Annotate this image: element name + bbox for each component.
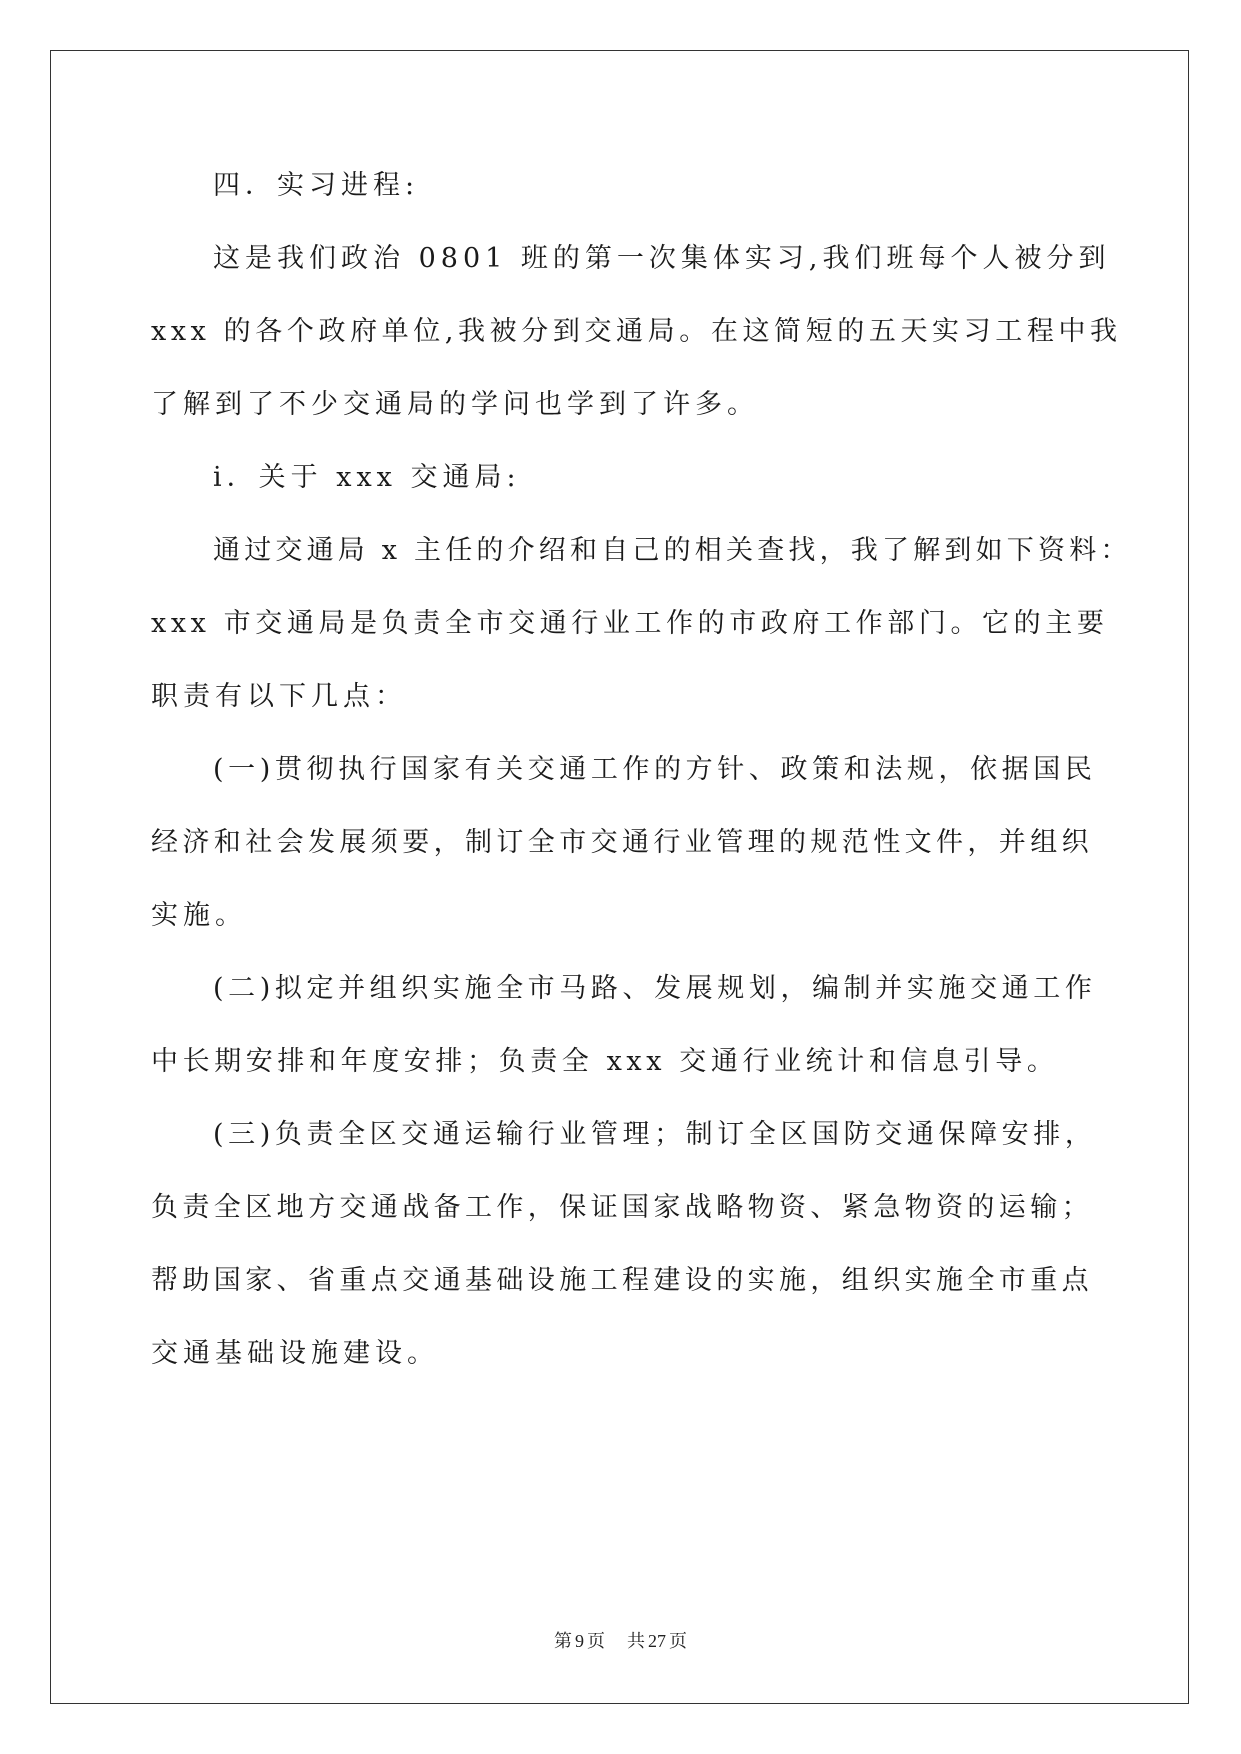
paragraph-line: 交通基础设施建设。 [151, 1338, 439, 1369]
total-label-suffix: 页 [669, 1631, 687, 1651]
page-number: 9 [575, 1631, 584, 1651]
paragraph-line: (一)贯彻执行国家有关交通工作的方针、政策和法规，依据国民 [213, 754, 1097, 785]
paragraph-line: 负责全区地方交通战备工作，保证国家战略物资、紧急物资的运输； [151, 1192, 1093, 1223]
paragraph-line: xxx 市交通局是负责全市交通行业工作的市政府工作部门。它的主要 [151, 608, 1109, 639]
paragraph-line: 中长期安排和年度安排；负责全 xxx 交通行业统计和信息引导。 [151, 1046, 1059, 1077]
paragraph-line: 实施。 [151, 900, 247, 931]
paragraph-line: xxx 的各个政府单位,我被分到交通局。在这简短的五天实习工程中我 [151, 316, 1122, 347]
subsection-heading: ⅰ．关于 xxx 交通局: [213, 462, 521, 493]
page-border [50, 50, 1189, 1704]
paragraph-line: 这是我们政治 0801 班的第一次集体实习,我们班每个人被分到 [213, 243, 1111, 274]
paragraph-line: 经济和社会发展须要，制订全市交通行业管理的规范性文件，并组织 [151, 827, 1093, 858]
paragraph-line: 帮助国家、省重点交通基础设施工程建设的实施，组织实施全市重点 [151, 1265, 1093, 1296]
paragraph-line: 通过交通局 x 主任的介绍和自己的相关查找，我了解到如下资料： [213, 535, 1132, 566]
paragraph-line: (二)拟定并组织实施全市马路、发展规划，编制并实施交通工作 [213, 973, 1097, 1004]
page-label-prefix: 第 [554, 1631, 572, 1651]
page-label-suffix: 页 [587, 1631, 605, 1651]
paragraph-line: (三)负责全区交通运输行业管理；制订全区国防交通保障安排， [213, 1119, 1097, 1150]
paragraph-line: 了解到了不少交通局的学问也学到了许多。 [151, 389, 759, 420]
paragraph-line: 职责有以下几点： [151, 681, 407, 712]
section-heading: 四．实习进程: [213, 170, 420, 201]
page-footer [0, 1627, 1241, 1653]
total-label-prefix: 共 [627, 1631, 645, 1651]
total-pages: 27 [648, 1631, 666, 1651]
